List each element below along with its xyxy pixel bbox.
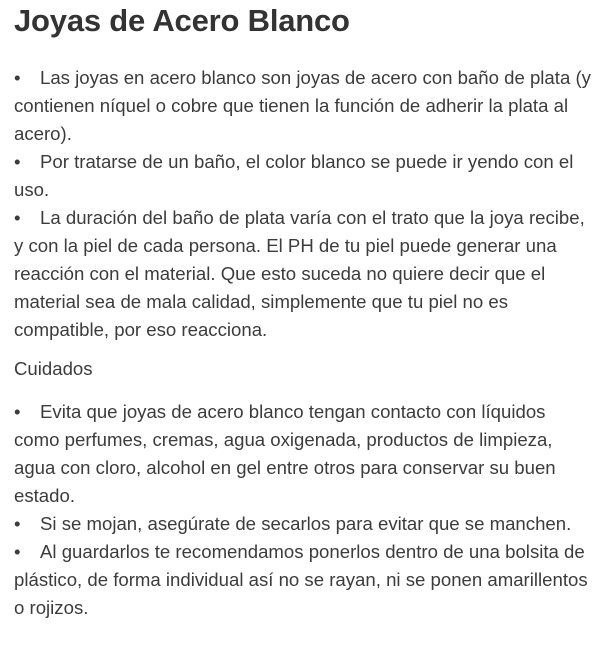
list-item xyxy=(14,204,592,344)
list-item xyxy=(14,398,592,510)
list-item xyxy=(14,64,592,148)
bullet-icon: • xyxy=(14,67,21,88)
list-item-text: Si se mojan, asegúrate de secarlos para evitar que se manchen. xyxy=(40,513,572,534)
list-item-text: Al guardarlos te recomendamos ponerlos dentro de una bolsita de plástico, de forma individual así no se rayan, ni se ponen amarillentos o rojizos. xyxy=(14,541,588,618)
list-item xyxy=(14,510,592,538)
bullet-icon: • xyxy=(14,541,21,562)
list-item xyxy=(14,148,592,204)
list-item xyxy=(14,538,592,622)
bullet-icon: • xyxy=(14,401,21,422)
bullet-icon: • xyxy=(14,207,21,228)
care-heading: Cuidados xyxy=(14,358,93,379)
bullet-icon: • xyxy=(14,513,21,534)
list-item-text: Las joyas en acero blanco son joyas de acero con baño de plata (y contienen níquel o cobre que tienen la función de adherir la plata al acero). xyxy=(14,67,591,144)
care-list xyxy=(14,398,592,622)
intro-list xyxy=(14,64,592,344)
list-item-text: Por tratarse de un baño, el color blanco se puede ir yendo con el uso. xyxy=(14,151,574,200)
article xyxy=(14,0,592,622)
list-item-text: Evita que joyas de acero blanco tengan contacto con líquidos como perfumes, cremas, agua oxigenada, productos de limpieza, agua con cloro, alcohol en gel entre otros para conservar su buen estado. xyxy=(14,401,556,506)
list-item-text: La duración del baño de plata varía con el trato que la joya recibe, y con la piel de cada persona. El PH de tu piel puede generar una reacción con el material. Que esto suceda no quiere decir que el material sea de mala calidad, simplemente que tu piel no es compatible, por eso reacciona. xyxy=(14,207,585,340)
bullet-icon: • xyxy=(14,151,21,172)
page-title: Joyas de Acero Blanco xyxy=(14,3,350,38)
